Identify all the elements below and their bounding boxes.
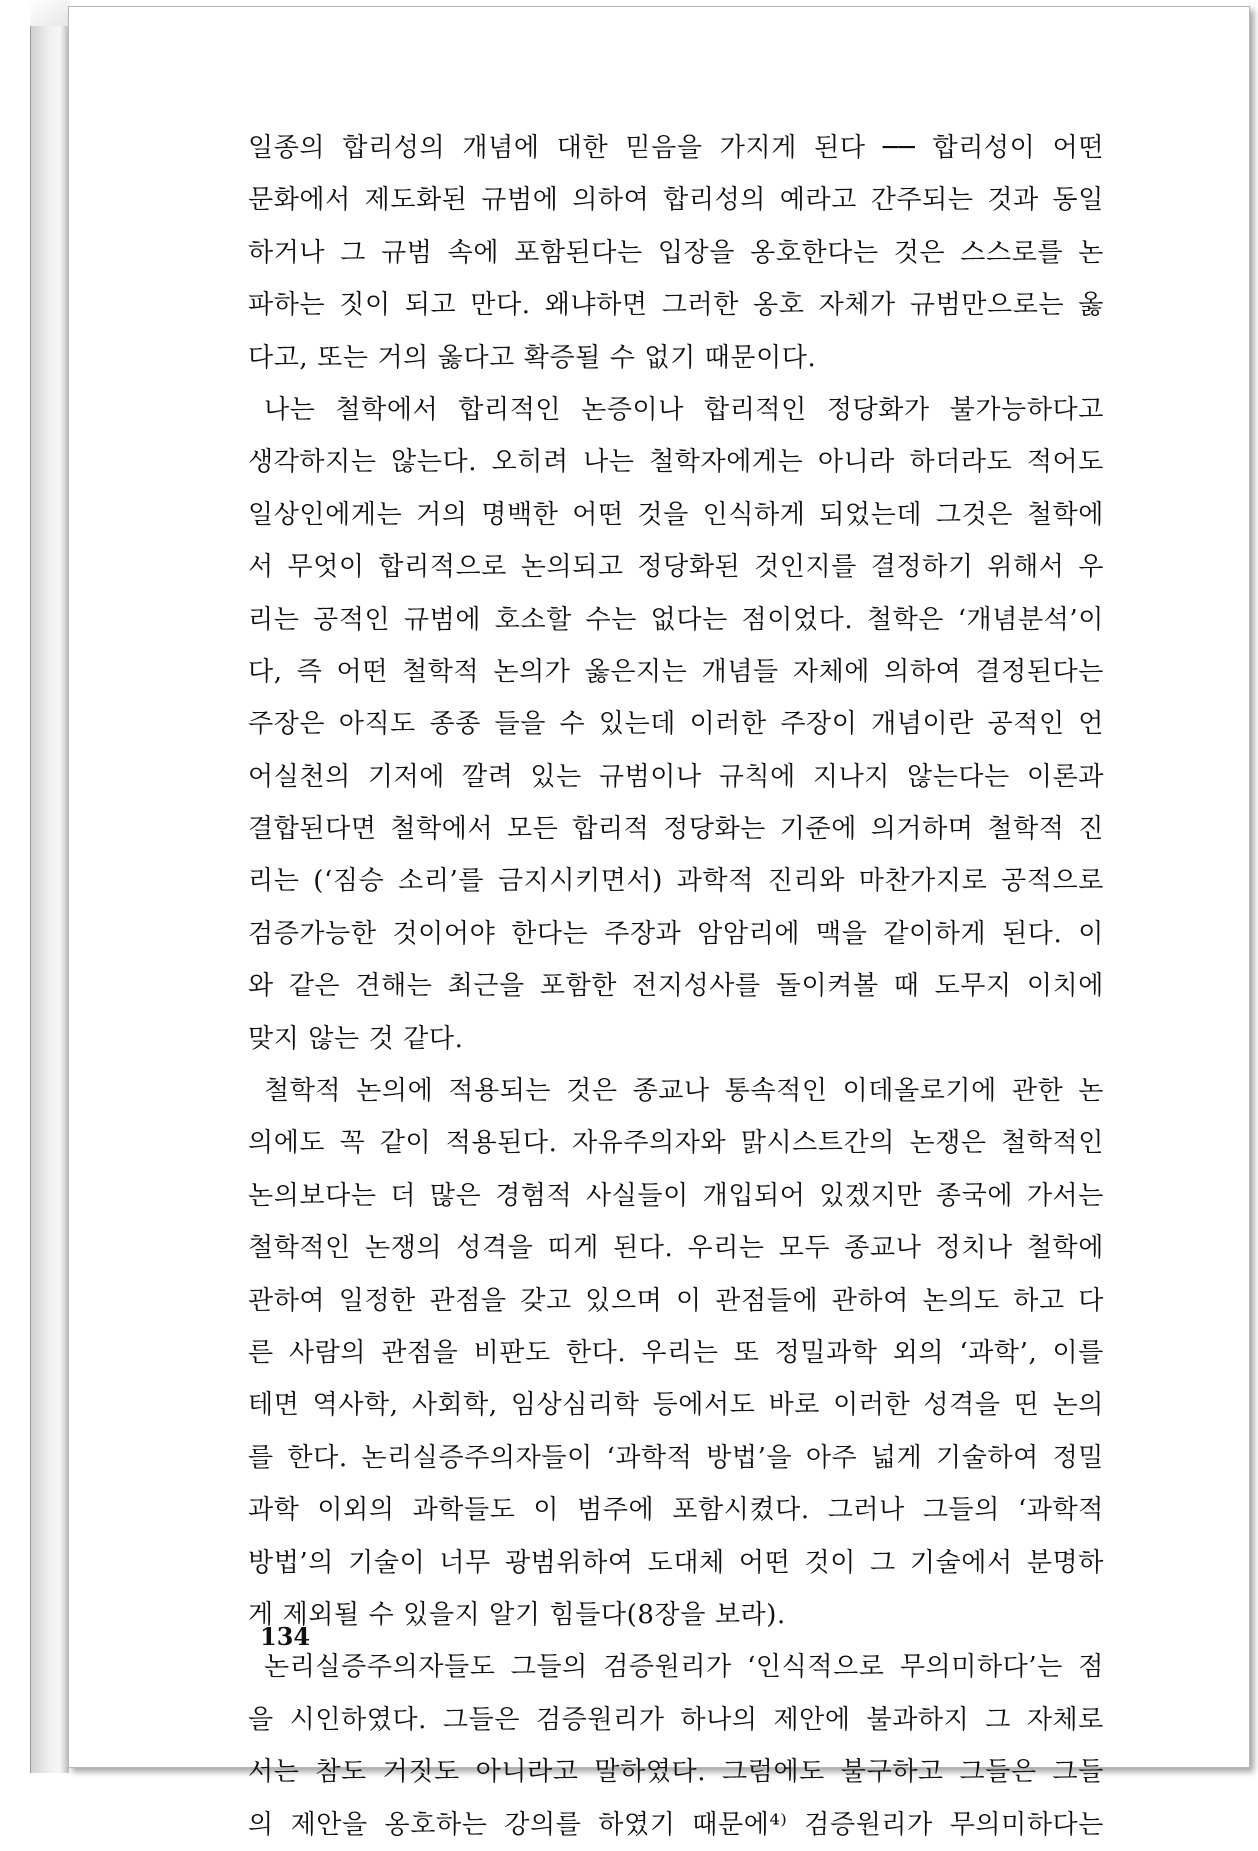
text-line: 논리실증주의자들도 그들의 검증원리가 ‘인식적으로 무의미하다’는 점 xyxy=(264,1652,1104,1683)
text-line: 생각하지는 않는다. 오히려 나는 철학자에게는 아니라 하더라도 적어도 xyxy=(248,447,1104,478)
text-line: 를 한다. 논리실증주의자들이 ‘과학적 방법’을 아주 넓게 기술하여 정밀 xyxy=(248,1442,1104,1473)
text-line: 나는 철학에서 합리적인 논증이나 합리적인 정당화가 불가능하다고 xyxy=(264,394,1104,425)
text-line: 게 제외될 수 있을지 알기 힘들다(8장을 보라). xyxy=(248,1599,786,1630)
text-line: 다, 즉 어떤 철학적 논의가 옳은지는 개념들 자체에 의하여 결정된다는 xyxy=(248,656,1104,687)
text-line: 리는 (‘짐승 소리’를 금지시키면서) 과학적 진리와 마찬가지로 공적으로 xyxy=(248,866,1104,897)
text-line: 결합된다면 철학에서 모든 합리적 정당화는 기준에 의거하며 철학적 진 xyxy=(248,814,1104,845)
text-line: 의에도 꼭 같이 적용된다. 자유주의자와 맑시스트간의 논쟁은 철학적인 xyxy=(248,1128,1104,1159)
text-line: 테면 역사학, 사회학, 임상심리학 등에서도 바로 이러한 성격을 띤 논의 xyxy=(248,1390,1104,1421)
text-line: 다고, 또는 거의 옳다고 확증될 수 없기 때문이다. xyxy=(248,342,817,373)
text-line: 문화에서 제도화된 규범에 의하여 합리성의 예라고 간주되는 것과 동일 xyxy=(248,185,1104,216)
text-line: 을 시인하였다. 그들은 검증원리가 하나의 제안에 불과하지 그 자체로 xyxy=(248,1704,1104,1735)
text-line: 관하여 일정한 관점을 갖고 있으며 이 관점들에 관하여 논의도 하고 다 xyxy=(248,1285,1104,1316)
text-line: 서는 참도 거짓도 아니라고 말하였다. 그럼에도 불구하고 그들은 그들 xyxy=(248,1757,1104,1788)
text-line: 의 제안을 옹호하는 강의를 하였기 때문에⁴⁾ 검증원리가 무의미하다는 xyxy=(248,1809,1104,1840)
text-line: 리는 공적인 규범에 호소할 수는 없다는 점이었다. 철학은 ‘개념분석’이 xyxy=(248,604,1104,635)
text-line: 른 사람의 관점을 비판도 한다. 우리는 또 정밀과학 외의 ‘과학’, 이를 xyxy=(248,1337,1104,1368)
text-line: 논의보다는 더 많은 경험적 사실들이 개입되어 있겠지만 종국에 가서는 xyxy=(248,1180,1104,1211)
text-line: 서 무엇이 합리적으로 논의되고 정당화된 것인지를 결정하기 위해서 우 xyxy=(248,552,1104,583)
text-line: 일상인에게는 거의 명백한 어떤 것을 인식하게 되었는데 그것은 철학에 xyxy=(248,499,1104,530)
body-text xyxy=(248,122,1104,1851)
text-line: 과학 이외의 과학들도 이 범주에 포함시켰다. 그러나 그들의 ‘과학적 xyxy=(248,1495,1104,1526)
text-line: 방법’의 기술이 너무 광범위하여 도대체 어떤 것이 그 기술에서 분명하 xyxy=(248,1547,1104,1578)
text-line: 와 같은 견해는 최근을 포함한 전지성사를 돌이켜볼 때 도무지 이치에 xyxy=(248,971,1104,1002)
text-line: 일종의 합리성의 개념에 대한 믿음을 가지게 된다 ── 합리성이 어떤 xyxy=(248,133,1104,163)
text-line: 하거나 그 규범 속에 포함된다는 입장을 옹호한다는 것은 스스로를 논 xyxy=(248,237,1104,268)
text-line: 철학적인 논쟁의 성격을 띠게 된다. 우리는 모두 종교나 정치나 철학에 xyxy=(248,1233,1104,1264)
page-number: 134 xyxy=(260,1622,311,1651)
book-spine-top xyxy=(30,0,70,26)
text-line: 맞지 않는 것 같다. xyxy=(248,1023,464,1054)
text-line: 검증가능한 것이어야 한다는 주장과 암암리에 맥을 같이하게 된다. 이 xyxy=(248,918,1104,949)
book-spine xyxy=(30,0,69,1773)
text-line: 철학적 논의에 적용되는 것은 종교나 통속적인 이데올로기에 관한 논 xyxy=(264,1076,1104,1107)
text-line: 주장은 아직도 종종 들을 수 있는데 이러한 주장이 개념이란 공적인 언 xyxy=(248,709,1104,740)
text-line: 어실천의 기저에 깔려 있는 규범이나 규칙에 지나지 않는다는 이론과 xyxy=(248,761,1104,792)
text-line: 파하는 짓이 되고 만다. 왜냐하면 그러한 옹호 자체가 규범만으로는 옳 xyxy=(248,290,1104,321)
